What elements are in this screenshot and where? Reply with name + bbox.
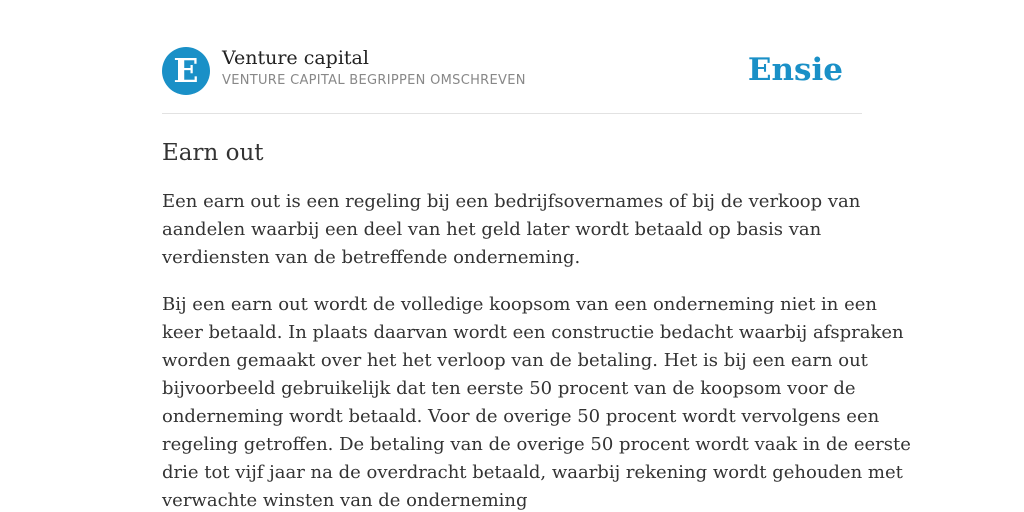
brand-logo[interactable]: Ensie [747, 52, 843, 88]
logo-icon[interactable]: E [162, 47, 210, 95]
divider [162, 113, 862, 114]
category-subtitle: VENTURE CAPITAL BEGRIPPEN OMSCHREVEN [222, 73, 526, 88]
paragraph-line: verdiensten van de betreffende onderneming. [162, 247, 581, 268]
paragraph-line: regeling getroffen. De betaling van de overige 50 procent wordt vaak in de eerste [162, 434, 911, 455]
paragraph-line: Bij een earn out wordt de volledige koopsom van een onderneming niet in een [162, 294, 878, 315]
paragraph-1 [162, 188, 862, 272]
paragraph-line: drie tot vijf jaar na de overdracht betaald, waarbij rekening wordt gehouden met [162, 462, 903, 483]
paragraph-line: worden gemaakt over het het verloop van de betaling. Het is bij een earn out [162, 350, 868, 371]
paragraph-2 [162, 291, 911, 512]
paragraph-line: onderneming wordt betaald. Voor de overige 50 procent wordt vervolgens een [162, 406, 880, 427]
paragraph-line: verwachte winsten van de onderneming [162, 490, 528, 511]
paragraph-line: Een earn out is een regeling bij een bedrijfsovernames of bij de verkoop van [162, 191, 861, 212]
paragraph-line: bijvoorbeeld gebruikelijk dat ten eerste 50 procent van de koopsom voor de [162, 378, 856, 399]
paragraph-line: aandelen waarbij een deel van het geld later wordt betaald op basis van [162, 219, 822, 240]
header [162, 46, 862, 96]
category-title[interactable]: Venture capital [222, 47, 369, 69]
page [162, 0, 911, 512]
header-titles [222, 46, 526, 90]
article-title: Earn out [162, 140, 264, 166]
paragraph-line: keer betaald. In plaats daarvan wordt een constructie bedacht waarbij afspraken [162, 322, 904, 343]
